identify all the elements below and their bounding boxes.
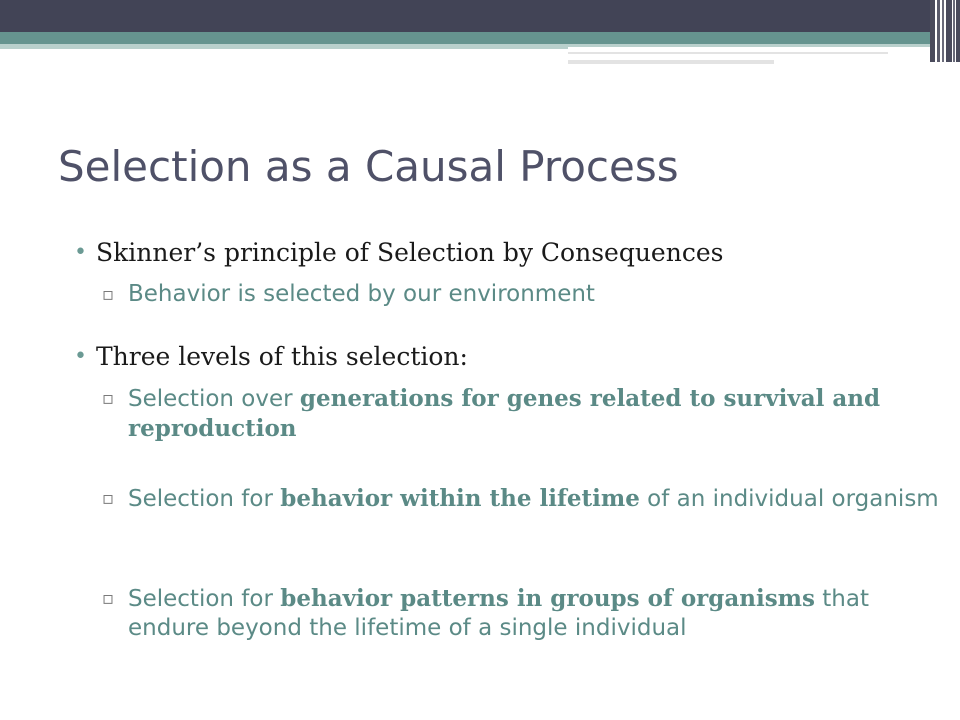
sub-bullet-item [102,280,948,309]
sub-bullet-item [102,584,948,643]
header-edge-stripe [946,0,952,62]
header-bar-light [0,44,568,49]
header-bar-light-right [568,44,930,47]
bullet-item [74,342,468,371]
sub-bullet-emphasis: behavior within the lifetime [280,485,640,512]
header-edge-stripe [956,0,960,62]
bullet-mark: • [74,240,87,265]
header-edge-stripe [953,0,955,62]
sub-bullet-mark: ▫ [102,388,115,409]
sub-bullet-mark: ▫ [102,284,115,305]
sub-bullet-emphasis: generations for genes related to survival and reproduction [128,385,881,442]
sub-bullet-post: of an individual organism [639,486,939,512]
sub-bullet-mark: ▫ [102,588,115,609]
bullet-item [74,238,724,267]
sub-bullet-item [102,384,948,444]
header-rule-1 [568,52,888,54]
header-edge-stripe [937,0,940,62]
header-edge-stripe [930,0,935,62]
bullet-text: Three levels of this selection: [96,342,468,371]
sub-bullet-item [102,484,948,514]
slide-title: Selection as a Causal Process [58,142,679,191]
sub-bullet-post: that endure beyond the lifetime of a single individual [128,586,869,641]
sub-bullet-pre: Selection for [128,586,281,612]
header-rule-2 [568,60,774,64]
header-edge-stripe [942,0,944,62]
bullet-mark: • [74,344,87,369]
sub-bullet-pre: Selection for [128,486,281,512]
sub-bullet-pre: Selection over [128,386,300,412]
sub-bullet-text: Behavior is selected by our environment [128,281,595,307]
header-bar-teal [0,32,930,44]
bullet-text: Skinner’s principle of Selection by Consequences [96,238,724,267]
header-bar-dark [0,0,930,32]
sub-bullet-emphasis: behavior patterns in groups of organisms [280,585,815,612]
sub-bullet-mark: ▫ [102,488,115,509]
